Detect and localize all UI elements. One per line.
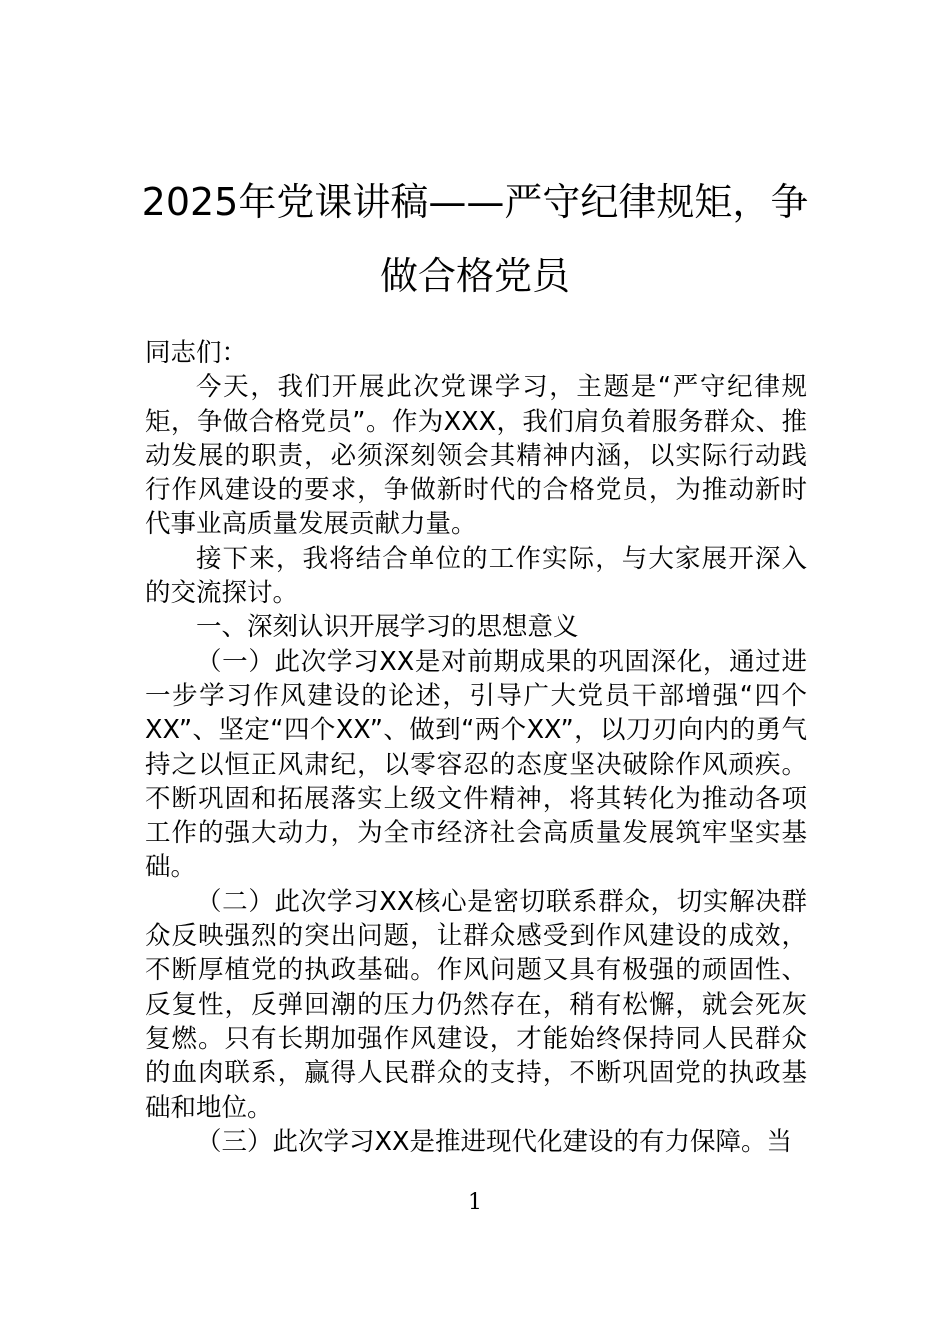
section-heading-1: 一、深刻认识开展学习的思想意义 [196,612,579,643]
paragraph-point-2: （二）此次学习XX核心是密切联系群众，切实解决群众反映强烈的突出问题，让群众感受到作风建设的成效，不断厚植党的执政基础。作风问题又具有极强的顽固性、反复性，反弹回潮的压力仍然存在，稍有松懈，就会死灰复燃。只有长期加强作风建设，才能始终保持同人民群众的血肉联系，赢得人民群众的支持，不断巩固党的执政基础和地位。 [145,886,807,1123]
document-body [145,336,807,1159]
paragraph-intro: 今天，我们开展此次党课学习，主题是“严守纪律规矩，争做合格党员”。作为XXX，我们肩负着服务群众、推动发展的职责，必须深刻领会其精神内涵，以实际行动践行作风建设的要求，争做新时代的合格党员，为推动新时代事业高质量发展贡献力量。 [145,372,807,540]
paragraph-point-1: （一）此次学习XX是对前期成果的巩固深化，通过进一步学习作风建设的论述，引导广大党员干部增强“四个XX”、坚定“四个XX”、做到“两个XX”，以刀刃向内的勇气持之以恒正风肃纪，以零容忍的态度坚决破除作风顽疾。不断巩固和拓展落实上级文件精神，将其转化为推动各项工作的强大动力，为全市经济社会高质量发展筑牢坚实基础。 [145,646,807,883]
salutation: 同志们： [145,338,248,368]
paragraph-transition: 接下来，我将结合单位的工作实际，与大家展开深入的交流探讨。 [145,543,807,609]
paragraph-point-3: （三）此次学习XX是推进现代化建设的有力保障。当 [196,1126,792,1157]
page-number: 1 [468,1190,482,1215]
document-title: 2025年党课讲稿——严守纪律规矩，争做合格党员 [141,180,809,298]
